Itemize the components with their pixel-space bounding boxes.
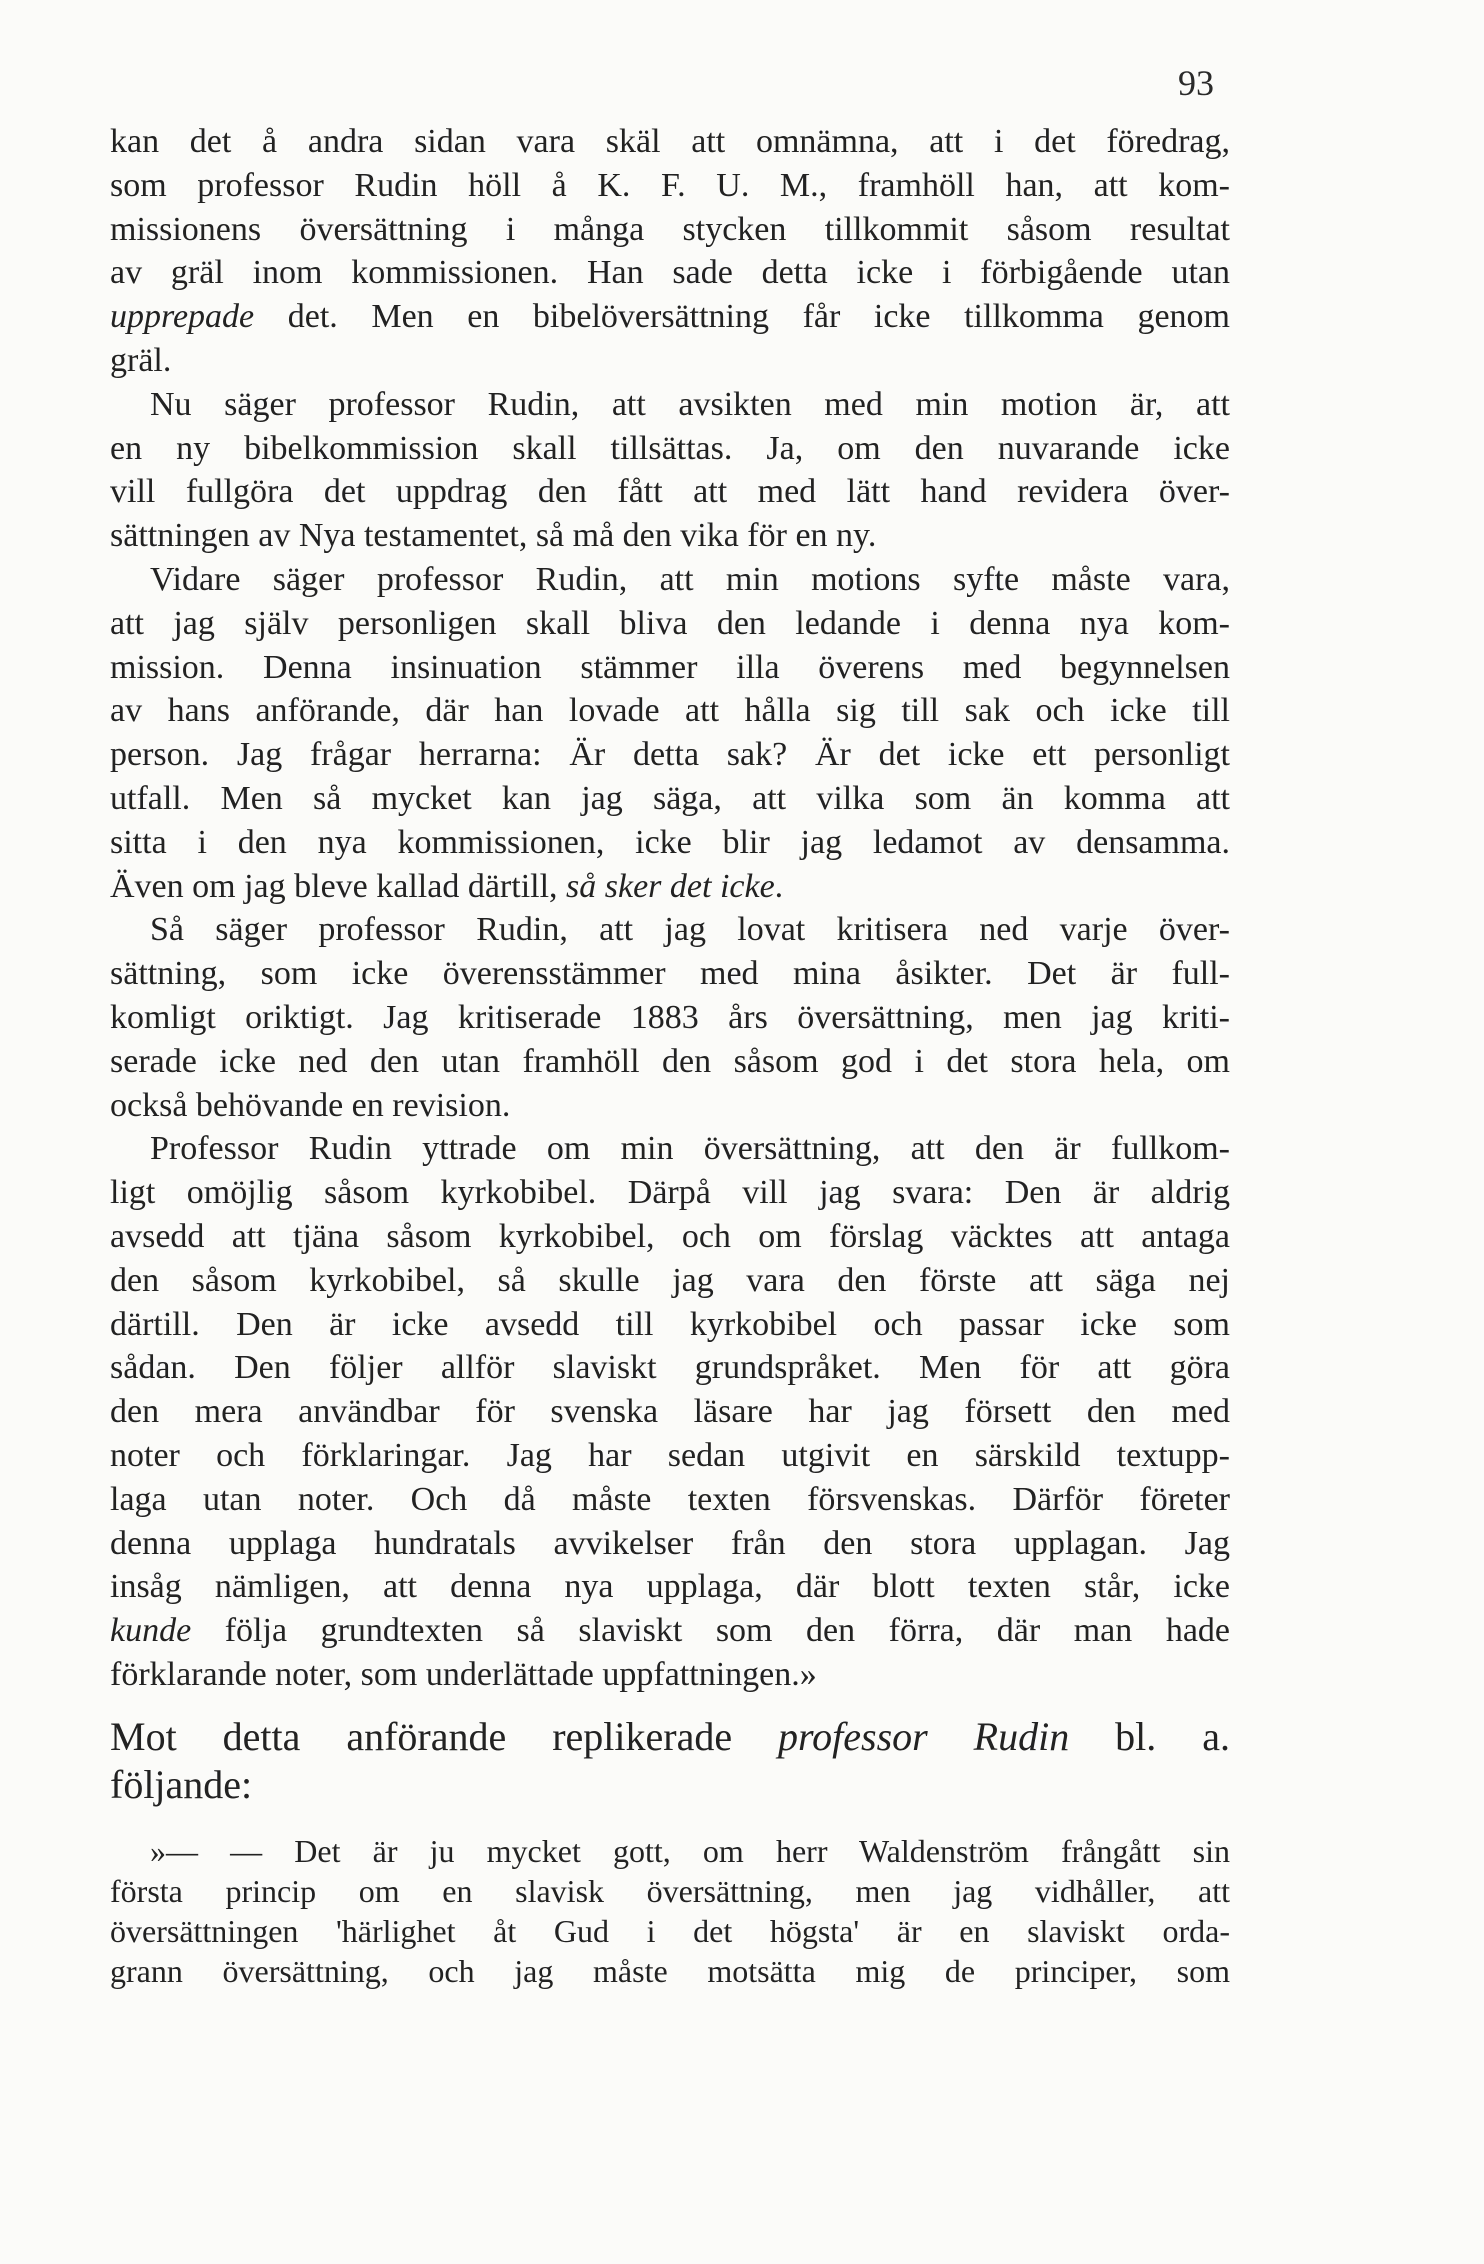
text-line: insåg nämligen, att denna nya upplaga, där blott texten står, icke <box>110 1568 1230 1606</box>
quote-line: översättningen 'härlighet åt Gud i det högsta' är en slaviskt orda- <box>110 1912 1230 1949</box>
italic-word: kunde <box>110 1612 192 1650</box>
text-line: sitta i den nya kommissionen, icke blir jag ledamot av densamma. <box>110 823 1230 861</box>
text-line: komligt oriktigt. Jag kritiserade 1883 års översättning, men jag kriti- <box>110 998 1230 1036</box>
text-line: den såsom kyrkobibel, så skulle jag vara den förste att säga nej <box>110 1261 1230 1299</box>
text-line: av gräl inom kommissionen. Han sade detta icke i förbigående utan <box>110 254 1230 292</box>
text-line: utfall. Men så mycket kan jag säga, att vilka som än komma att <box>110 779 1230 817</box>
heading-lead: Mot detta anförande replikerade <box>110 1713 779 1759</box>
text-line: också behövande en revision. <box>110 1086 511 1124</box>
text-line: person. Jag frågar herrarna: Är detta sak? Är det icke ett personligt <box>110 736 1230 774</box>
line-lead: Även om jag bleve kallad därtill, <box>110 867 567 905</box>
section-heading-line: följande: <box>110 1761 253 1807</box>
text-line: den mera användbar för svenska läsare har jag försett den med <box>110 1393 1230 1431</box>
italic-word: upprepade <box>110 298 255 336</box>
text-line: som professor Rudin höll å K. F. U. M., framhöll han, att kom- <box>110 166 1230 204</box>
section-heading-line <box>110 1713 1230 1761</box>
text-line <box>110 865 1230 909</box>
line-remainder: det. Men en bibelöversättning får icke tillkomma genom <box>254 298 1230 336</box>
text-line: förklarande noter, som underlättade uppfattningen.» <box>110 1655 817 1693</box>
text-line: gräl. <box>110 341 172 379</box>
text-line: en ny bibelkommission skall tillsättas. Ja, om den nuvarande icke <box>110 429 1230 467</box>
text-line: laga utan noter. Och då måste texten försvenskas. Därför företer <box>110 1480 1230 1518</box>
text-line <box>110 1609 1230 1653</box>
paragraph-start-line: Så säger professor Rudin, att jag lovat kritisera ned varje över- <box>150 911 1230 949</box>
quote-line: »— — Det är ju mycket gott, om herr Waldenström frångått sin <box>150 1832 1230 1869</box>
paragraph-start-line: Nu säger professor Rudin, att avsikten med min motion är, att <box>150 385 1230 423</box>
heading-tail: bl. a. <box>1069 1713 1230 1759</box>
text-line: avsedd att tjäna såsom kyrkobibel, och om förslag väcktes att antaga <box>110 1217 1230 1255</box>
line-tail: . <box>774 867 784 905</box>
text-line: ligt omöjlig såsom kyrkobibel. Därpå vill jag svara: Den är aldrig <box>110 1174 1230 1212</box>
text-line: sättning, som icke överensstämmer med mina åsikter. Det är full- <box>110 955 1230 993</box>
page-number: 93 <box>1178 63 1214 103</box>
spacer <box>110 1809 1230 1831</box>
text-line: mission. Denna insinuation stämmer illa överens med begynnelsen <box>110 648 1230 686</box>
text-line: av hans anförande, där han lovade att hålla sig till sak och icke till <box>110 692 1230 730</box>
text-line: att jag själv personligen skall bliva den ledande i denna nya kom- <box>110 604 1230 642</box>
heading-speaker: professor Rudin <box>778 1713 1070 1759</box>
line-remainder: följa grundtexten så slaviskt som den förra, där man hade <box>191 1612 1230 1650</box>
text-line: denna upplaga hundratals avvikelser från den stora upplagan. Jag <box>110 1524 1230 1562</box>
italic-phrase: så sker det icke <box>566 867 775 905</box>
paragraph-start-line: Professor Rudin yttrade om min översättning, att den är fullkom- <box>150 1130 1230 1168</box>
quote-line: grann översättning, och jag måste motsätta mig de principer, som <box>110 1952 1230 1989</box>
text-line: sådan. Den följer allför slaviskt grundspråket. Men för att göra <box>110 1349 1230 1387</box>
quote-line: första princip om en slavisk översättning, men jag vidhåller, att <box>110 1872 1230 1909</box>
paragraph-start-line: Vidare säger professor Rudin, att min motions syfte måste vara, <box>150 560 1230 598</box>
text-line: vill fullgöra det uppdrag den fått att med lätt hand revidera över- <box>110 473 1230 511</box>
text-line: noter och förklaringar. Jag har sedan utgivit en särskild textupp- <box>110 1436 1230 1474</box>
text-line <box>110 295 1230 339</box>
text-line: kan det å andra sidan vara skäl att omnämna, att i det föredrag, <box>110 123 1230 160</box>
text-line: därtill. Den är icke avsedd till kyrkobibel och passar icke som <box>110 1305 1230 1343</box>
text-line: sättningen av Nya testamentet, så må den vika för en ny. <box>110 517 877 555</box>
body-text <box>110 120 1230 1991</box>
text-line: missionens översättning i många stycken tillkommit såsom resultat <box>110 210 1230 248</box>
spacer <box>110 1697 1230 1713</box>
text-line: serade icke ned den utan framhöll den såsom god i det stora hela, om <box>110 1042 1230 1080</box>
